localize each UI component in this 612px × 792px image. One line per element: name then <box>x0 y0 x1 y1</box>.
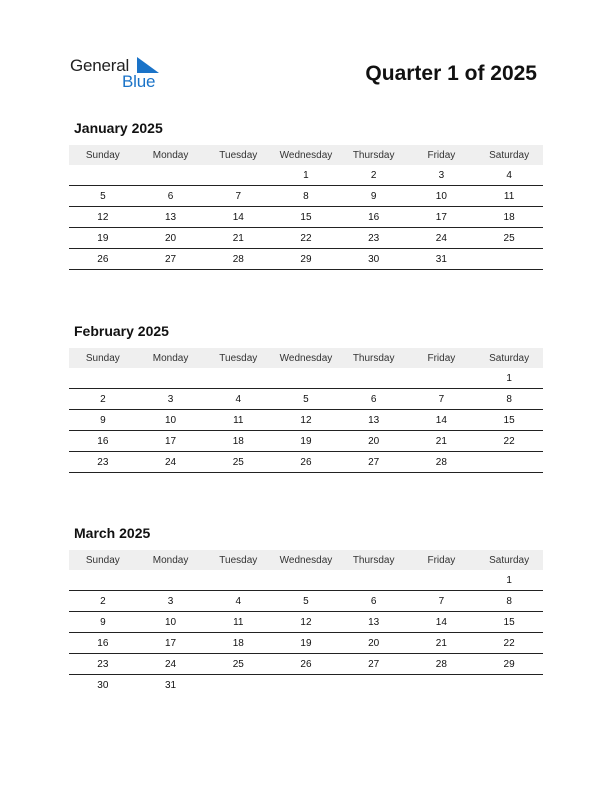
day-cell: 15 <box>475 612 543 633</box>
day-cell: 17 <box>408 207 476 228</box>
day-cell: 7 <box>408 389 476 410</box>
week-row <box>69 249 543 270</box>
day-cell: 22 <box>475 633 543 654</box>
day-cell: 19 <box>272 431 340 452</box>
day-cell: 27 <box>340 452 408 473</box>
day-cell: 15 <box>272 207 340 228</box>
weekday-header: Thursday <box>340 348 408 368</box>
day-cell <box>272 570 340 591</box>
day-cell: 17 <box>137 633 205 654</box>
day-cell <box>340 675 408 696</box>
calendar-table <box>69 145 543 270</box>
weekday-header-row <box>69 145 543 165</box>
day-cell: 31 <box>164 679 177 691</box>
day-cell: 23 <box>69 654 137 675</box>
day-cell: 23 <box>69 452 137 473</box>
day-cell <box>272 368 340 389</box>
day-cell: 24 <box>137 452 205 473</box>
day-cell: 31 <box>408 249 476 270</box>
day-cell: 25 <box>475 228 543 249</box>
day-cell: 28 <box>204 249 272 270</box>
day-cell: 15 <box>475 410 543 431</box>
day-cell: 3 <box>408 165 476 186</box>
day-cell: 20 <box>340 633 408 654</box>
day-cell: 4 <box>204 389 272 410</box>
week-row <box>69 612 543 633</box>
logo-triangle-icon <box>137 57 159 73</box>
month-march <box>69 525 543 695</box>
day-cell: 27 <box>137 249 205 270</box>
week-row <box>69 368 543 389</box>
day-cell: 1 <box>475 368 543 389</box>
day-cell: 17 <box>137 431 205 452</box>
calendar-table <box>69 550 543 695</box>
week-row <box>69 207 543 228</box>
day-cell: 10 <box>408 186 476 207</box>
day-cell: 14 <box>408 612 476 633</box>
day-cell <box>272 675 340 696</box>
day-cell: 30 <box>340 249 408 270</box>
day-cell: 20 <box>340 431 408 452</box>
weekday-header: Friday <box>408 550 476 570</box>
weekday-header: Tuesday <box>204 550 272 570</box>
day-cell: 14 <box>408 410 476 431</box>
day-cell: 3 <box>137 591 205 612</box>
weekday-header: Sunday <box>69 550 137 570</box>
day-cell: 3 <box>137 389 205 410</box>
day-cell <box>408 570 476 591</box>
day-cell: 30 <box>97 679 109 691</box>
day-cell <box>408 675 476 696</box>
day-cell <box>69 165 137 186</box>
day-cell: 4 <box>204 591 272 612</box>
day-cell <box>204 675 272 696</box>
day-cell: 8 <box>475 591 543 612</box>
day-cell: 12 <box>69 207 137 228</box>
day-cell: 25 <box>204 452 272 473</box>
day-cell: 24 <box>408 228 476 249</box>
day-cell: 5 <box>272 591 340 612</box>
day-cell: 13 <box>137 207 205 228</box>
day-cell: 6 <box>340 389 408 410</box>
day-cell <box>204 570 272 591</box>
day-cell: 8 <box>475 389 543 410</box>
month-title: March 2025 <box>74 525 151 541</box>
calendar-table <box>69 348 543 473</box>
day-cell <box>340 368 408 389</box>
day-cell: 1 <box>475 570 543 591</box>
day-cell: 13 <box>340 612 408 633</box>
month-february <box>69 323 543 473</box>
weekday-header: Thursday <box>340 145 408 165</box>
week-row <box>69 165 543 186</box>
day-cell: 9 <box>340 186 408 207</box>
day-cell: 7 <box>204 186 272 207</box>
weekday-header: Saturday <box>475 550 543 570</box>
day-cell: 1 <box>272 165 340 186</box>
month-title: February 2025 <box>74 323 169 339</box>
day-cell: 22 <box>272 228 340 249</box>
day-cell: 19 <box>69 228 137 249</box>
day-cell <box>137 570 205 591</box>
day-cell: 2 <box>340 165 408 186</box>
day-cell: 11 <box>204 410 272 431</box>
day-cell <box>475 249 543 270</box>
day-cell: 16 <box>340 207 408 228</box>
day-cell <box>137 368 205 389</box>
day-cell <box>408 368 476 389</box>
day-cell: 26 <box>69 249 137 270</box>
day-cell: 9 <box>69 410 137 431</box>
day-cell: 13 <box>340 410 408 431</box>
day-cell: 23 <box>340 228 408 249</box>
weekday-header: Friday <box>408 145 476 165</box>
day-cell: 29 <box>272 249 340 270</box>
day-cell: 20 <box>137 228 205 249</box>
day-cell: 6 <box>340 591 408 612</box>
generalblue-logo <box>70 56 170 92</box>
weekday-header: Wednesday <box>272 145 340 165</box>
weekday-header-row <box>69 550 543 570</box>
day-cell: 11 <box>475 186 543 207</box>
week-row <box>69 654 543 675</box>
weekday-header: Friday <box>408 348 476 368</box>
day-cell: 28 <box>408 452 476 473</box>
weekday-header: Saturday <box>475 348 543 368</box>
day-cell: 8 <box>272 186 340 207</box>
day-cell: 26 <box>272 452 340 473</box>
weekday-header: Monday <box>137 550 205 570</box>
day-cell <box>204 368 272 389</box>
week-row <box>69 591 543 612</box>
day-cell <box>340 570 408 591</box>
day-cell <box>69 368 137 389</box>
day-cell: 16 <box>69 633 137 654</box>
day-cell <box>475 675 543 696</box>
day-cell <box>475 452 543 473</box>
page-title: Quarter 1 of 2025 <box>365 62 537 85</box>
weekday-header-row <box>69 348 543 368</box>
day-cell <box>69 570 137 591</box>
day-cell: 5 <box>272 389 340 410</box>
day-cell: 7 <box>408 591 476 612</box>
day-cell: 21 <box>408 633 476 654</box>
day-cell: 10 <box>137 410 205 431</box>
weekday-header: Thursday <box>340 550 408 570</box>
week-row <box>69 570 543 591</box>
day-cell: 18 <box>204 633 272 654</box>
day-cell: 14 <box>204 207 272 228</box>
day-cell: 2 <box>69 591 137 612</box>
day-cell: 26 <box>272 654 340 675</box>
month-title: January 2025 <box>74 120 163 136</box>
day-cell: 28 <box>408 654 476 675</box>
day-cell: 10 <box>137 612 205 633</box>
day-cell: 22 <box>475 431 543 452</box>
week-row <box>69 228 543 249</box>
weekday-header: Wednesday <box>272 550 340 570</box>
weekday-header: Monday <box>137 348 205 368</box>
week-row <box>69 431 543 452</box>
day-cell <box>137 165 205 186</box>
weekday-header: Tuesday <box>204 145 272 165</box>
day-cell: 21 <box>204 228 272 249</box>
day-cell: 27 <box>340 654 408 675</box>
week-row <box>69 675 543 696</box>
day-cell <box>204 165 272 186</box>
week-row <box>69 186 543 207</box>
logo-word-general: General <box>70 56 130 75</box>
day-cell: 6 <box>137 186 205 207</box>
week-row <box>69 410 543 431</box>
weekday-header: Sunday <box>69 145 137 165</box>
day-cell: 4 <box>475 165 543 186</box>
weekday-header: Sunday <box>69 348 137 368</box>
day-cell: 11 <box>204 612 272 633</box>
month-january <box>69 120 543 270</box>
weekday-header: Tuesday <box>204 348 272 368</box>
day-cell: 2 <box>69 389 137 410</box>
week-row <box>69 452 543 473</box>
weekday-header: Saturday <box>475 145 543 165</box>
weekday-header: Wednesday <box>272 348 340 368</box>
week-row <box>69 633 543 654</box>
day-cell: 18 <box>204 431 272 452</box>
day-cell: 9 <box>69 612 137 633</box>
day-cell: 5 <box>69 186 137 207</box>
week-row <box>69 389 543 410</box>
day-cell: 18 <box>475 207 543 228</box>
logo-word-blue: Blue <box>122 72 156 91</box>
day-cell: 29 <box>475 654 543 675</box>
day-cell: 12 <box>272 410 340 431</box>
day-cell: 16 <box>69 431 137 452</box>
day-cell: 19 <box>272 633 340 654</box>
day-cell: 12 <box>272 612 340 633</box>
weekday-header: Monday <box>137 145 205 165</box>
day-cell: 21 <box>408 431 476 452</box>
day-cell: 25 <box>204 654 272 675</box>
day-cell: 24 <box>137 654 205 675</box>
